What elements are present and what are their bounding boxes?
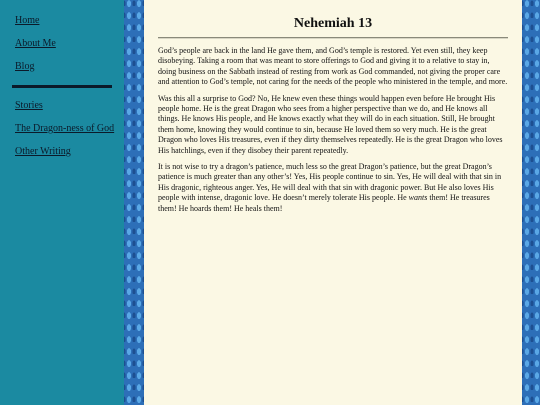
nav-link-about-me[interactable]: About Me bbox=[15, 38, 56, 49]
emphasis-wants: wants bbox=[408, 193, 428, 203]
page-title: Nehemiah 13 bbox=[293, 16, 373, 31]
dragon-scale-border-left bbox=[124, 0, 144, 405]
nav-link-stories[interactable]: Stories bbox=[15, 100, 43, 111]
nav-link-home[interactable]: Home bbox=[15, 15, 40, 26]
article-paragraph-2: Was this all a surprise to God? No, He knew even these things would happen even before He brought His people home. He is the great Dragon who sees from a higher perspective than we do, and He knows all things. He knows His people, and He knows exactly what they will do in each situation. Still, He brought them home, knowing they would continue to sin, because He loved them so very much. He is the great Dragon who loves His treasures, even if they dirty themselves repeatedly. He is the great Dragon who loves His hatchlings, even if they disobey their parent repeatedly. bbox=[158, 93, 503, 155]
paragraph-3-text-start: It is not wise to try a dragon’s patience, much less so the great Dragon’s patience, but the great Dragon’s patience is much greater than any other’s! Yes, His people continue to sin. Yes, He will deal with that sin in His dragonic, righteous anger. Yes, He will deal with that sin with dragonic power. But He also loves His people with intense, dragonic love. He doesn’t merely tolerate His people. He bbox=[158, 162, 502, 203]
nav-divider bbox=[12, 85, 112, 88]
article-paragraph-1: God’s people are back in the land He gave them, and God’s temple is restored. Yet even still, they keep disobeying. Taking a room that was meant to store offerings to God and giving it to a relative to stay in, doing business on the Sabbath instead of resting from work as God commanded, not giving the proper care and attention to God’s temple, not caring for the needs of the people who ministered in the temple, and more. bbox=[158, 46, 508, 87]
title-divider bbox=[158, 37, 508, 39]
paragraph-3-text-end: them! He treasures them! He hoards them! He heals them! bbox=[158, 193, 490, 213]
sidebar-nav bbox=[0, 0, 124, 405]
article-content bbox=[144, 0, 522, 405]
nav-link-blog[interactable]: Blog bbox=[15, 61, 35, 72]
nav-link-other-writing[interactable]: Other Writing bbox=[15, 146, 71, 157]
dragon-scale-border-right bbox=[522, 0, 540, 405]
article-paragraph-3 bbox=[158, 162, 508, 214]
nav-link-dragon-ness-of-god[interactable]: The Dragon-ness of God bbox=[15, 123, 115, 134]
